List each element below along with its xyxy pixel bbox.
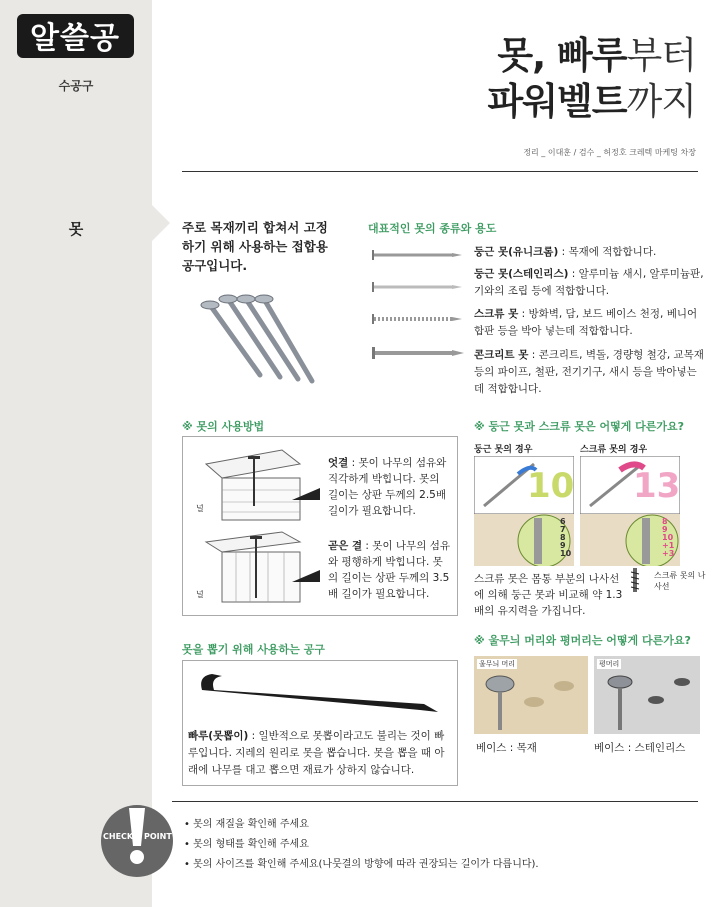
page-title: 못, 빠루부터 파워벨트까지 [487,34,696,123]
compare-heading: ※ 둥근 못과 스크류 못은 어떻게 다른가요? [474,420,685,433]
straight-grain-text: 곧은 결 : 못이 나무의 섬유와 평행하게 박힙니다. 못의 길이는 상판 두께의 3.5배 길이가 필요합니다. [328,540,450,600]
puller-text: 빠루(못뽑이) : 일반적으로 못뽑이라고도 불리는 것이 빠루입니다. 지레의 원리로 못을 뽑습니다. 못을 뽑을 때 아래에 나무를 대고 뽑으면 재료가 상하지 않습니다. [188,730,445,776]
checkpoint-badge-left: CHECK [103,832,134,841]
board-label-1: 널 [196,504,204,513]
round-nail-icon [368,248,468,262]
screw-thread-icon [628,568,642,592]
checkered-head-tag: 울무늬 머리 [479,660,516,668]
list-item: • 못의 재질을 확인해 주세요 [184,819,309,830]
section-arrow [152,205,170,241]
sidebar [0,0,152,907]
round-nail-number: 10 [527,466,575,506]
list-item: • 못의 사이즈를 확인해 주세요(나뭇결의 방향에 따라 권장되는 길이가 다릅니다). [184,859,539,870]
screw-nail-icon [368,312,468,326]
board-label-2: 널 [196,590,204,599]
checkpoint-list [184,815,539,875]
compare-text: 스크류 못은 몸통 부분의 나사선에 의해 둥근 못과 비교해 약 1.3배의 유지력을 가집니다. [474,573,623,617]
screw-thread-label: 스크류 못의 나사선 [654,571,706,591]
nail-types-heading: 대표적인 못의 종류와 용도 [368,222,497,235]
stainless-nail-icon [368,280,468,294]
concrete-nail-icon [368,346,468,360]
nail-desc-1: 둥근 못(유니크롬) : 목재에 적합합니다. [474,246,657,258]
header-divider [182,171,698,172]
screw-nail-number: 13 [633,466,681,506]
cross-grain-text: 엇결 : 못이 나무의 섬유와 직각하게 박힙니다. 못의 길이는 상판 두께의 2.5배 길이가 필요합니다. [328,457,447,517]
list-item: • 못의 형태를 확인해 주세요 [184,839,309,850]
round-nail-stack: 6 7 8 9 10 [560,517,572,558]
category-label: 수공구 [58,79,94,93]
checkpoint-divider [172,801,698,802]
checkered-head-caption: 베이스 : 목재 [476,742,537,754]
round-nail-case-label: 둥근 못의 경우 [474,445,533,455]
nails-photo [190,285,320,395]
magazine-logo [13,8,138,64]
heads-heading: ※ 울무늬 머리와 평머리는 어떻게 다른가요? [474,634,691,647]
credits: 정리 _ 이대훈 / 검수 _ 허정호 크레텍 마케팅 차장 [523,148,696,157]
logo-text: 알쓸공 [30,21,120,56]
nail-desc-2: 둥근 못(스테인리스) : 알루미늄 새시, 알루미늄판, 기와의 조립 등에 적합합니다. [474,268,704,297]
checkpoint-badge-right: POINT [144,832,172,841]
section-title: 못 [68,220,84,238]
arrow-icon [290,566,322,586]
puller-heading: 못을 뽑기 위해 사용하는 공구 [182,643,325,656]
flat-head-tag: 평머리 [599,660,620,668]
intro-text: 주로 목재끼리 합쳐서 고정하기 위해 사용하는 접합용 공구입니다. [182,220,328,273]
usage-heading: ※ 못의 사용방법 [182,420,265,433]
nail-desc-3: 스크류 못 : 방화벽, 담, 보드 베이스 천정, 베니어합판 등을 박아 넣는데 적합합니다. [474,308,698,337]
screw-nail-stack: 8 9 10 +1 +3 [662,517,675,558]
nail-desc-4: 콘크리트 못 : 콘크리트, 벽돌, 경량형 철강, 교목재 등의 파이프, 철판, 전기기구, 새시 등을 박아넣는 데 적합합니다. [474,349,704,395]
arrow-icon [290,484,322,504]
flat-head-caption: 베이스 : 스테인리스 [594,742,686,754]
screw-nail-case-label: 스크류 못의 경우 [580,445,648,455]
crowbar-image [192,668,446,718]
